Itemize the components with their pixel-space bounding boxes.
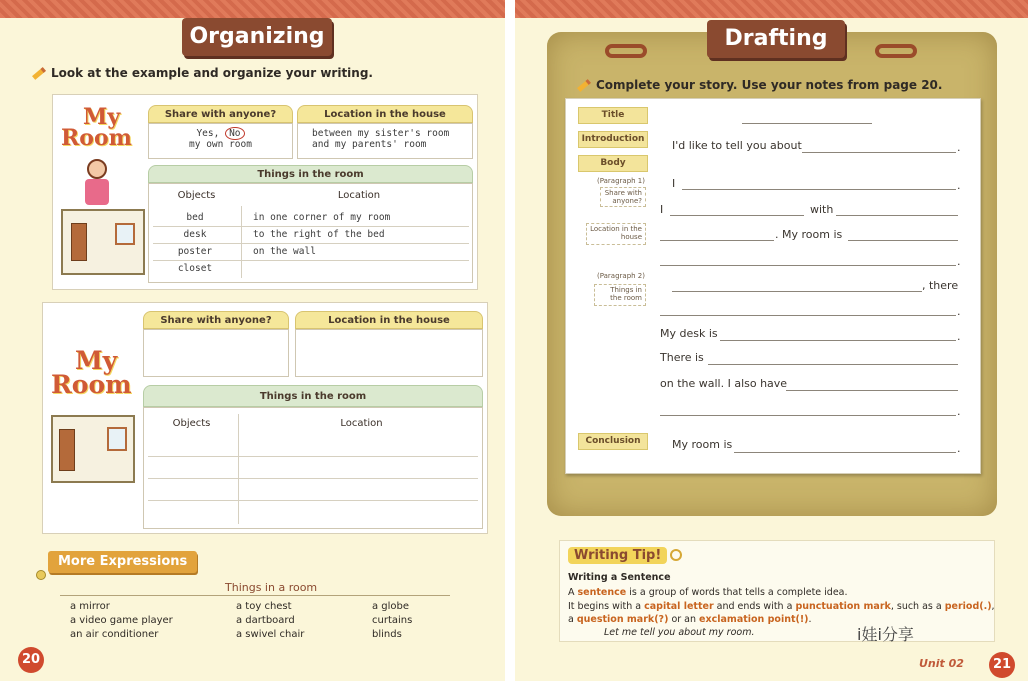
label-body: Body xyxy=(578,155,648,172)
expression-item: a dartboard xyxy=(236,615,295,626)
room-illustration xyxy=(61,209,145,275)
tip-example: Let me tell you about my room. xyxy=(604,627,755,638)
col-location: Location xyxy=(340,418,383,429)
room-illustration xyxy=(51,415,135,483)
pencil-icon xyxy=(577,79,591,92)
label-introduction: Introduction xyxy=(578,131,648,148)
conclusion-line[interactable] xyxy=(734,452,956,453)
p1-line[interactable] xyxy=(660,265,956,266)
window-icon xyxy=(107,427,127,451)
table-row-object: poster xyxy=(177,246,213,257)
pencil-icon xyxy=(32,67,46,80)
label-share: Share with anyone? xyxy=(600,187,646,207)
right-page xyxy=(515,0,1028,681)
expression-item: a toy chest xyxy=(236,601,292,612)
tip-subtitle: Writing a Sentence xyxy=(568,572,671,583)
label-title: Title xyxy=(578,107,648,124)
table-row-location: in one corner of my room xyxy=(253,212,391,223)
expression-item: blinds xyxy=(372,629,402,640)
col-objects: Objects xyxy=(177,190,216,201)
expression-item: a globe xyxy=(372,601,410,612)
label-things: Things in the room xyxy=(594,284,646,306)
expression-item: an air conditioner xyxy=(70,629,159,640)
unit-label: Unit 02 xyxy=(919,657,964,670)
label-location: Location in the house xyxy=(586,223,646,245)
things-table xyxy=(148,183,473,283)
desk-text: My desk is xyxy=(660,327,718,340)
location-box: between my sister's room and my parents' room xyxy=(297,123,473,159)
col-location: Location xyxy=(337,190,381,201)
p2-there-text: , there xyxy=(922,279,959,292)
expression-item: a video game player xyxy=(70,615,173,626)
page-number: 21 xyxy=(989,652,1015,678)
left-page xyxy=(0,0,505,681)
things-in-a-room-head: Things in a room xyxy=(225,581,318,594)
things-head: Things in the room xyxy=(148,165,473,183)
location-input-box[interactable] xyxy=(295,329,483,377)
p1-room-text: . My room is xyxy=(775,228,843,241)
share-head: Share with anyone? xyxy=(148,105,293,123)
p1-line[interactable] xyxy=(848,240,958,241)
wall-text: on the wall. I also have xyxy=(660,377,788,390)
watermark: i娃i分享 xyxy=(857,625,914,644)
p1-with-text: with xyxy=(810,203,834,216)
wall-line[interactable] xyxy=(786,390,958,391)
expression-item: a swivel chair xyxy=(236,629,305,640)
label-conclusion: Conclusion xyxy=(578,433,648,450)
p1-text: I xyxy=(672,177,676,190)
left-instruction: Look at the example and organize your writing. xyxy=(32,66,373,80)
share-head: Share with anyone? xyxy=(143,311,289,329)
top-stripe xyxy=(0,0,505,18)
draft-paper: Title Introduction Body (Paragraph 1) Share with anyone? Location in the house (Paragraph 2) Things in the room Conclusion I'd like to tell you about . I . I with . My room is . , there . My desk is . There is on the wall. I also have . My room is . xyxy=(565,98,981,474)
there-is-line[interactable] xyxy=(708,364,958,365)
organizing-title: Organizing xyxy=(182,18,332,56)
table-row-object: closet xyxy=(177,263,213,274)
tip-line-1: A sentence is a group of words that tells a complete idea. xyxy=(568,587,848,598)
example-card xyxy=(52,94,478,290)
p1-line[interactable] xyxy=(836,215,958,216)
page-number: 20 xyxy=(18,647,44,673)
p1-line[interactable] xyxy=(682,189,956,190)
share-box: Yes, No my own room xyxy=(148,123,293,159)
conclusion-text: My room is xyxy=(672,438,733,451)
tip-line-3: a question mark(?) or an exclamation point(!). xyxy=(568,614,812,625)
intro-text: I'd like to tell you about xyxy=(672,139,802,152)
intro-line[interactable] xyxy=(802,152,956,153)
table-row-location: on the wall xyxy=(253,246,316,257)
things-input-table[interactable] xyxy=(143,407,483,529)
location-head: Location in the house xyxy=(297,105,473,123)
writing-tip-title: Writing Tip! xyxy=(568,547,667,564)
my-room-heading: My Room xyxy=(61,104,132,151)
right-instruction: Complete your story. Use your notes from page 20. xyxy=(577,78,942,92)
title-line[interactable] xyxy=(742,123,872,124)
table-row-object: desk xyxy=(183,229,207,240)
door-icon xyxy=(59,429,75,471)
table-row-object: bed xyxy=(186,212,204,223)
window-icon xyxy=(115,223,135,245)
label-paragraph2: (Paragraph 2) xyxy=(597,272,645,280)
desk-line[interactable] xyxy=(720,340,956,341)
p1-line[interactable] xyxy=(660,240,774,241)
expression-item: curtains xyxy=(372,615,413,626)
girl-illustration xyxy=(77,159,117,211)
p2-line[interactable] xyxy=(660,415,956,416)
binder-ring xyxy=(605,44,647,58)
label-paragraph1: (Paragraph 1) xyxy=(597,177,645,185)
lightbulb-icon xyxy=(670,549,682,561)
p2-line[interactable] xyxy=(660,315,956,316)
more-expressions-head: More Expressions xyxy=(48,551,197,573)
my-room-heading: My Room xyxy=(51,346,132,399)
there-is-text: There is xyxy=(660,351,704,364)
p2-line[interactable] xyxy=(672,291,922,292)
door-icon xyxy=(71,223,87,261)
charm-icon xyxy=(36,570,46,580)
tip-line-2: It begins with a capital letter and ends with a punctuation mark, such as a period(.), xyxy=(568,601,995,612)
circled-no: No xyxy=(225,127,244,140)
blank-card xyxy=(42,302,488,534)
binder-ring xyxy=(875,44,917,58)
location-head: Location in the house xyxy=(295,311,483,329)
table-row-location: to the right of the bed xyxy=(253,229,385,240)
top-stripe xyxy=(515,0,1028,18)
share-input-box[interactable] xyxy=(143,329,289,377)
col-objects: Objects xyxy=(172,418,211,429)
writing-tip-box xyxy=(559,540,995,642)
p1-text: I xyxy=(660,203,664,216)
expression-item: a mirror xyxy=(70,601,110,612)
page-gutter xyxy=(505,0,515,681)
p1-line[interactable] xyxy=(670,215,804,216)
drafting-title: Drafting xyxy=(707,20,845,58)
things-head: Things in the room xyxy=(143,385,483,407)
